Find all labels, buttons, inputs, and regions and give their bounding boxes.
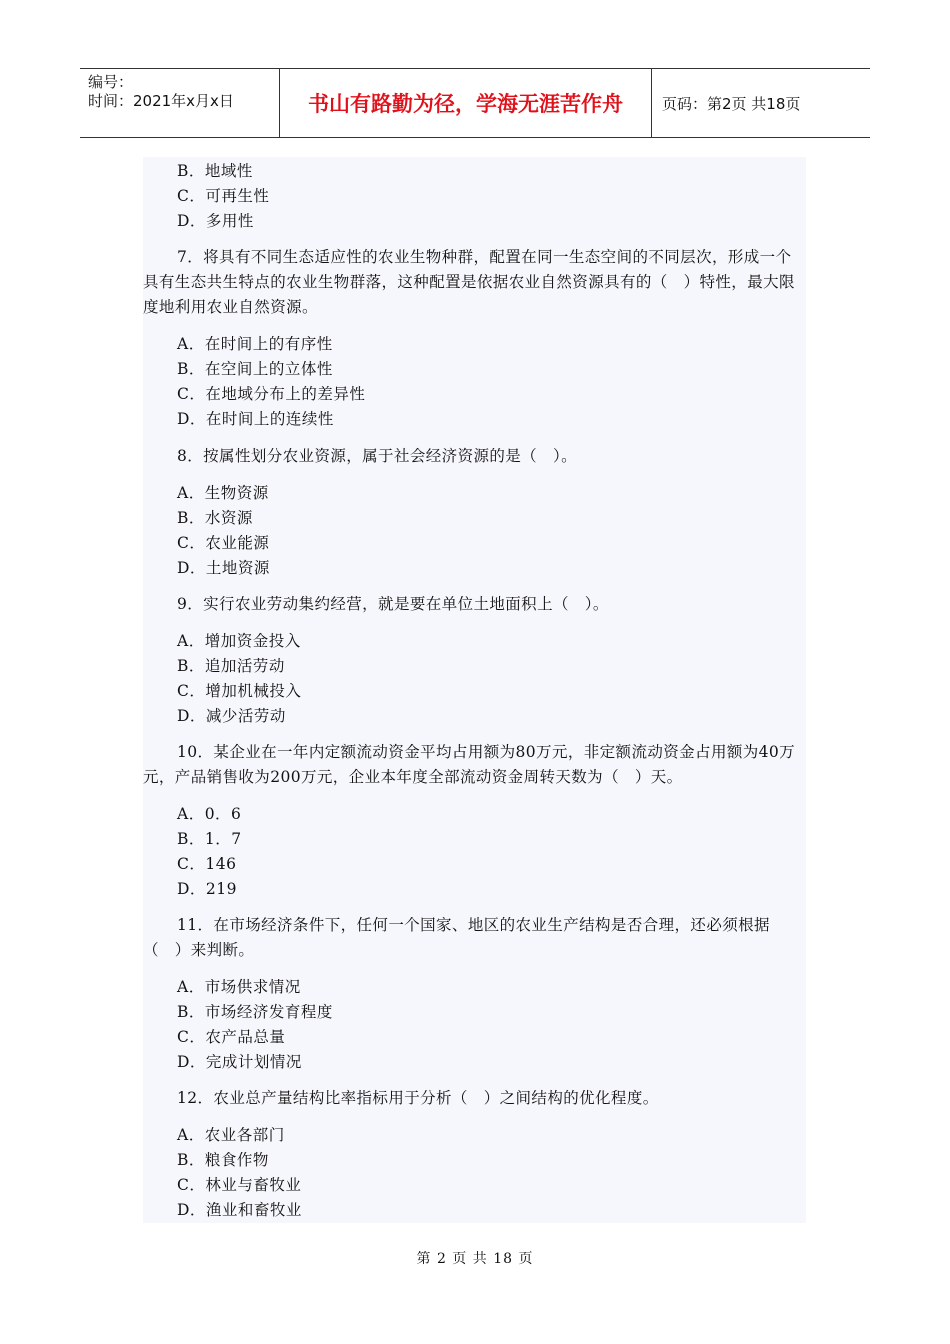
option: A．农业各部门 [177, 1126, 285, 1144]
option: A．增加资金投入 [177, 632, 301, 650]
question-8-stem: 8．按属性划分农业资源，属于社会经济资源的是（ ）。 [177, 447, 578, 465]
header-motto: 书山有路勤为径，学海无涯苦作舟 [280, 69, 652, 137]
option: B．地域性 [177, 162, 253, 180]
page-footer: 第 2 页 共 18 页 [416, 1251, 534, 1267]
question-7-stem: 7．将具有不同生态适应性的农业生物种群，配置在同一生态空间的不同层次，形成一个具有生态共生特点的农业生物群落，这种配置是依据农业自然资源具有的（ ）特性，最大限度地利用农业自然资源。 [143, 248, 795, 316]
option: C．农产品总量 [177, 1028, 286, 1046]
option: A．0．6 [177, 805, 242, 823]
header-meta [80, 69, 280, 137]
option: C．可再生性 [177, 187, 270, 205]
page-header [80, 68, 870, 138]
header-page-info: 页码：第2页 共18页 [662, 94, 801, 113]
document-number-label: 编号： [88, 73, 134, 91]
option: C．农业能源 [177, 534, 270, 552]
option: B．在空间上的立体性 [177, 360, 333, 378]
option: B．1．7 [177, 830, 242, 848]
option: B．水资源 [177, 509, 253, 527]
question-9-stem: 9．实行农业劳动集约经营，就是要在单位土地面积上（ ）。 [177, 595, 609, 613]
question-content [143, 157, 806, 1223]
option: C．林业与畜牧业 [177, 1176, 302, 1194]
option: D．土地资源 [177, 559, 270, 577]
option: A．生物资源 [177, 484, 269, 502]
option: A．市场供求情况 [177, 978, 301, 996]
option: A．在时间上的有序性 [177, 335, 333, 353]
option: B．粮食作物 [177, 1151, 269, 1169]
option: B．市场经济发育程度 [177, 1003, 333, 1021]
option: D．多用性 [177, 212, 254, 230]
option: C．146 [177, 855, 237, 873]
option: D．219 [177, 880, 238, 898]
option: D．减少活劳动 [177, 707, 286, 725]
option: B．追加活劳动 [177, 657, 285, 675]
document-time-label: 时间：2021年x月x日 [88, 92, 234, 110]
option: D．完成计划情况 [177, 1053, 302, 1071]
question-12-stem: 12．农业总产量结构比率指标用于分析（ ）之间结构的优化程度。 [177, 1089, 659, 1107]
question-10-stem: 10．某企业在一年内定额流动资金平均占用额为80万元，非定额流动资金占用额为40万元，产品销售收为200万元，企业本年度全部流动资金周转天数为（ ）天。 [143, 743, 796, 786]
option: C．增加机械投入 [177, 682, 302, 700]
option: D．在时间上的连续性 [177, 410, 334, 428]
option: D．渔业和畜牧业 [177, 1201, 302, 1219]
question-11-stem: 11．在市场经济条件下，任何一个国家、地区的农业生产结构是否合理，还必须根据（ ）来判断。 [143, 916, 770, 959]
option: C．在地域分布上的差异性 [177, 385, 366, 403]
